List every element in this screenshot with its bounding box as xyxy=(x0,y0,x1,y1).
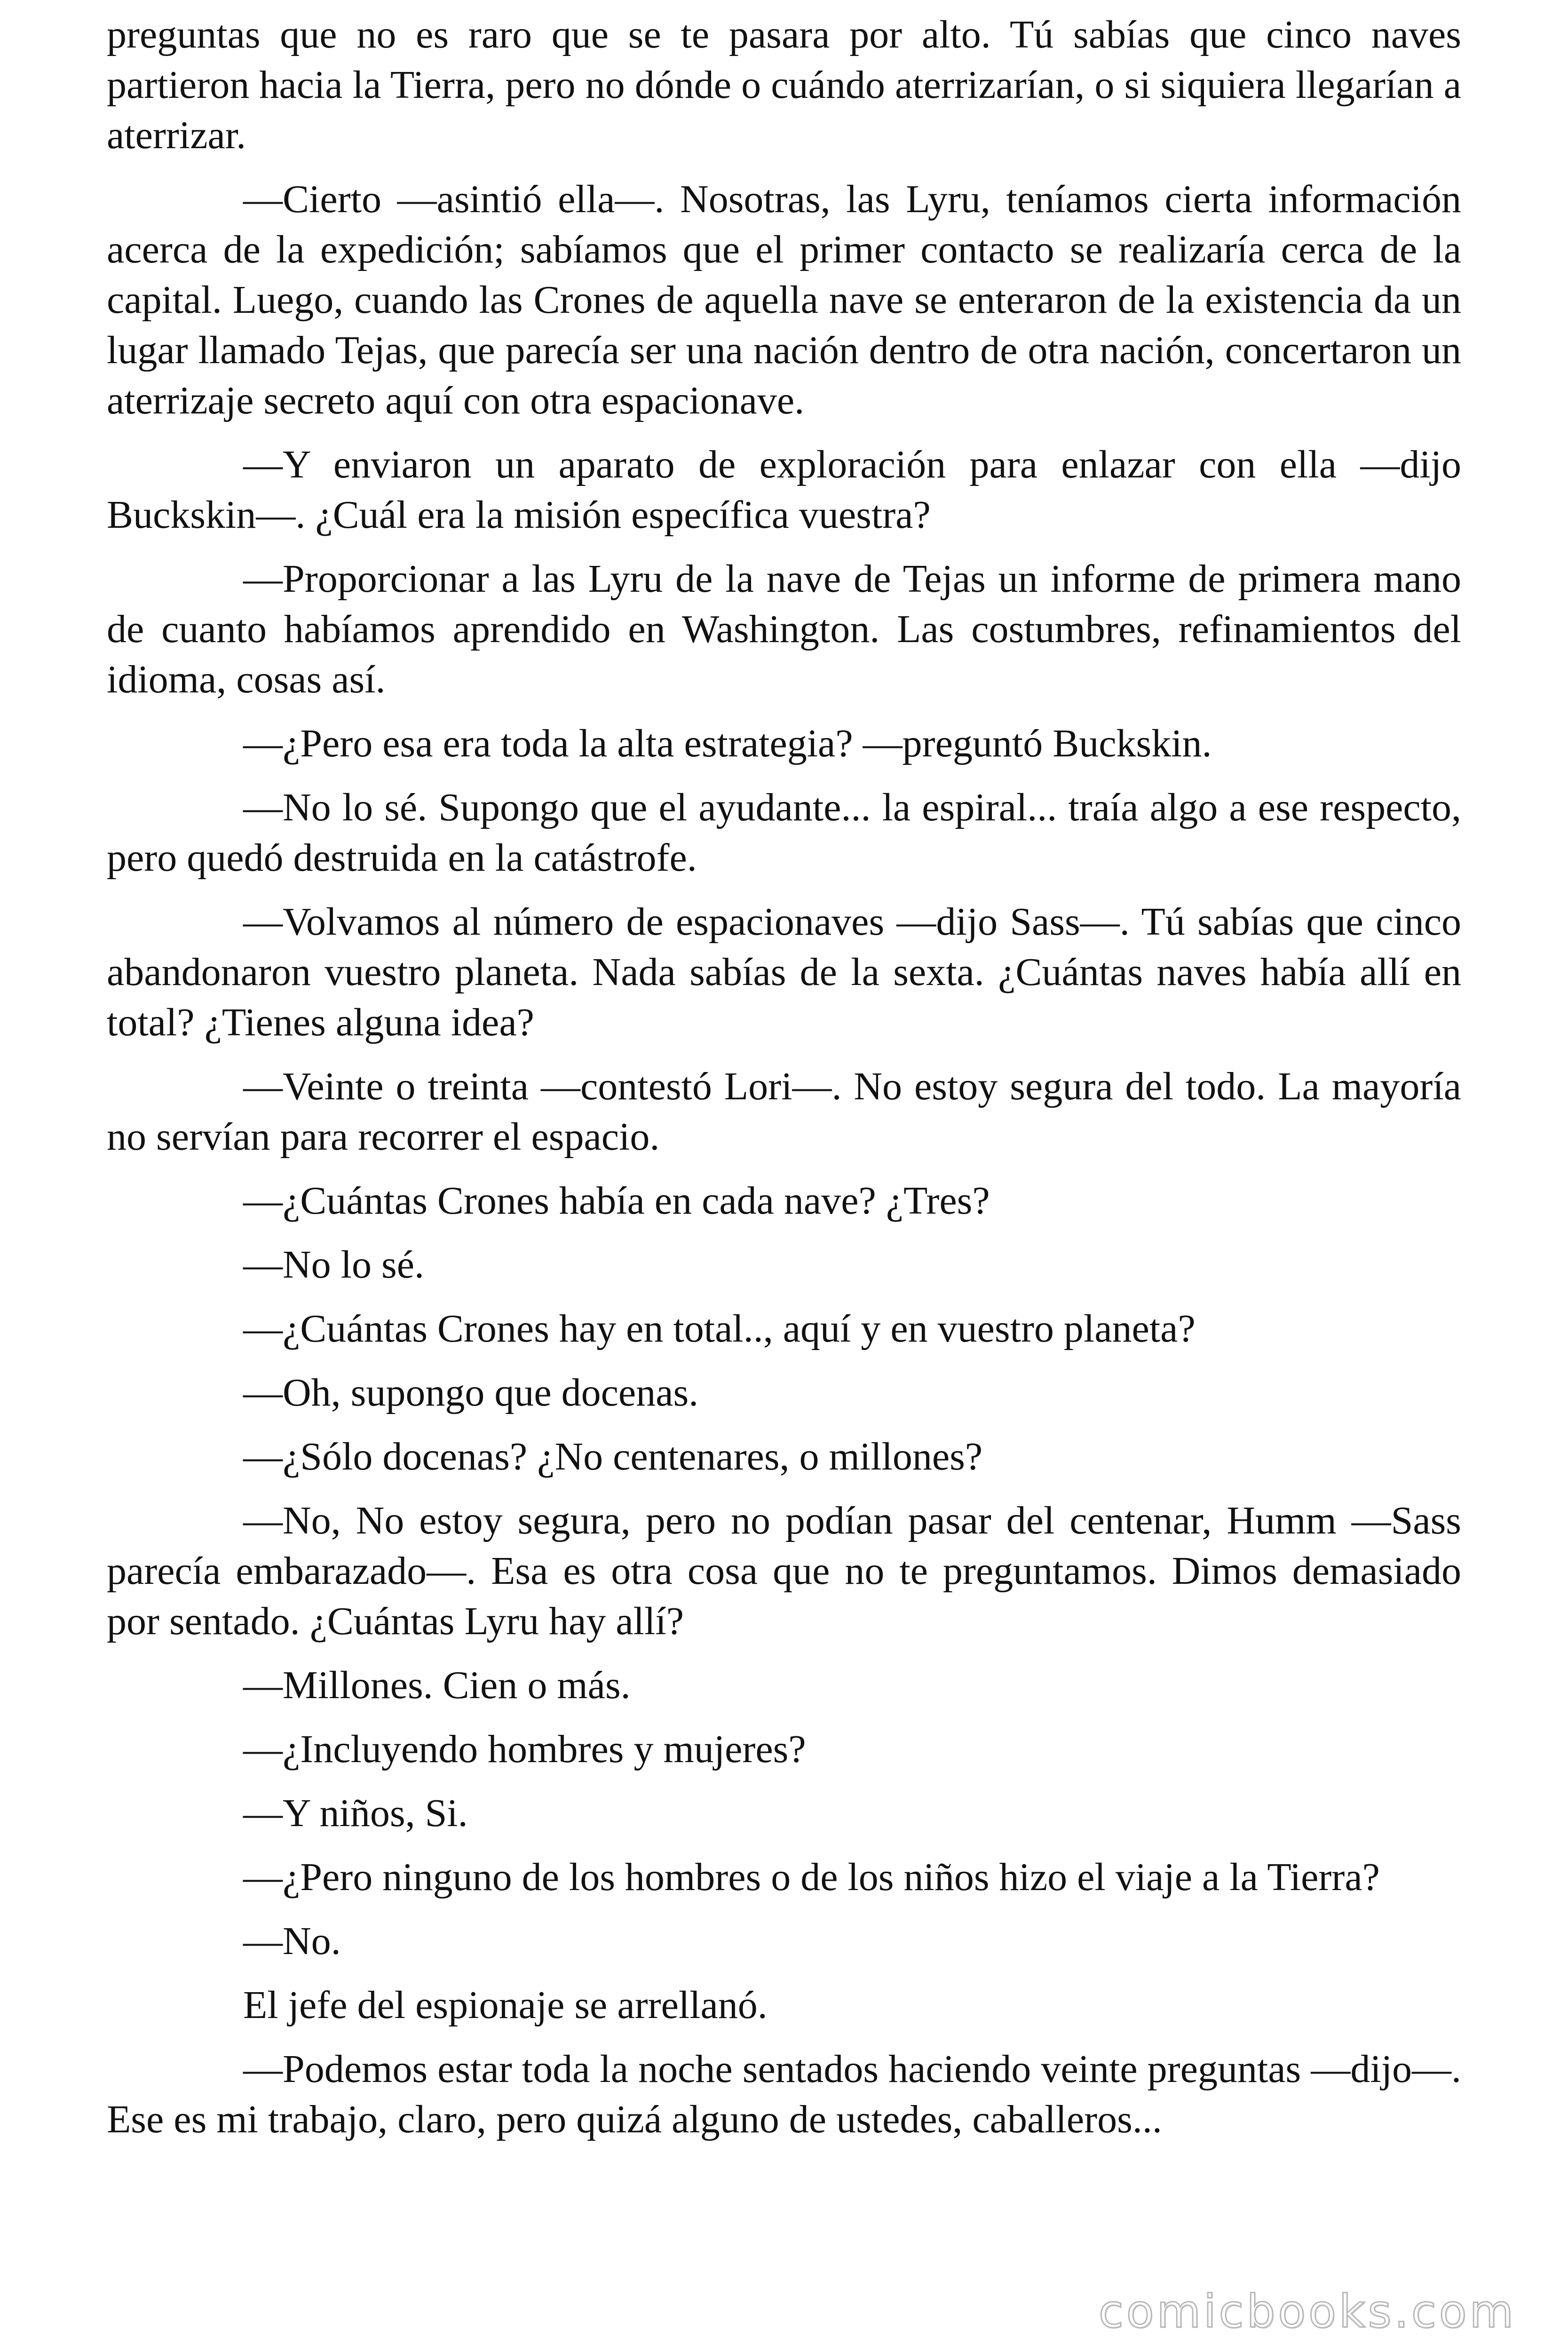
paragraph: —¿Cuántas Crones hay en total.., aquí y en vuestro planeta? xyxy=(243,1307,1196,1351)
watermark: comicbooks.com xyxy=(1098,2285,1516,2338)
paragraph: —Cierto —asintió ella—. Nosotras, las Lyru, teníamos cierta información acerca de la expedición; sabíamos que el primer contacto se realizaría cerca de la capital. Luego, cuando las Crones de aquella nave se enteraron de la existencia da un lugar llamado Tejas, que parecía ser una nación dentro de otra nación, concertaron un aterrizaje secreto aquí con otra espacionave. xyxy=(107,177,1461,422)
paragraph: —Millones. Cien o más. xyxy=(243,1663,631,1707)
paragraph: —Oh, supongo que docenas. xyxy=(243,1371,699,1414)
paragraph: —Y niños, Si. xyxy=(243,1791,468,1835)
paragraph: —¿Incluyendo hombres y mujeres? xyxy=(243,1727,806,1771)
paragraph: —No lo sé. Supongo que el ayudante... la espiral... traía algo a ese respecto, pero quedó destruida en la catástrofe. xyxy=(107,786,1461,880)
page-text xyxy=(107,9,1461,2158)
paragraph: —¿Pero esa era toda la alta estrategia? —preguntó Buckskin. xyxy=(243,722,1212,765)
paragraph: —No, No estoy segura, pero no podían pasar del centenar, Humm —Sass parecía embarazado—. Esa es otra cosa que no te preguntamos. Dimos demasiado por sentado. ¿Cuántas Lyru hay allí? xyxy=(107,1499,1461,1643)
paragraph: —No lo sé. xyxy=(243,1243,424,1287)
paragraph: —Proporcionar a las Lyru de la nave de Tejas un informe de primera mano de cuanto habíamos aprendido en Washington. Las costumbres, refinamientos del idioma, cosas así. xyxy=(107,557,1461,701)
paragraph: El jefe del espionaje se arrellanó. xyxy=(243,1983,768,2027)
paragraph: —¿Sólo docenas? ¿No centenares, o millones? xyxy=(243,1435,983,1478)
paragraph: —¿Cuántas Crones había en cada nave? ¿Tres? xyxy=(243,1179,990,1223)
paragraph: —¿Pero ninguno de los hombres o de los niños hizo el viaje a la Tierra? xyxy=(243,1855,1380,1899)
paragraph: —Y enviaron un aparato de exploración para enlazar con ella —dijo Buckskin—. ¿Cuál era la misión específica vuestra? xyxy=(107,443,1461,537)
paragraph: —Podemos estar toda la noche sentados haciendo veinte preguntas —dijo—. Ese es mi trabajo, claro, pero quizá alguno de ustedes, caballeros... xyxy=(107,2047,1461,2141)
paragraph: —No. xyxy=(243,1919,341,1963)
paragraph: —Veinte o treinta —contestó Lori—. No estoy segura del todo. La mayoría no servían para recorrer el espacio. xyxy=(107,1065,1461,1159)
paragraph: —Volvamos al número de espacionaves —dijo Sass—. Tú sabías que cinco abandonaron vuestro planeta. Nada sabías de la sexta. ¿Cuántas naves había allí en total? ¿Tienes alguna idea? xyxy=(107,900,1461,1044)
paragraph: preguntas que no es raro que se te pasara por alto. Tú sabías que cinco naves partieron hacia la Tierra, pero no dónde o cuándo aterrizarían, o si siquiera llegarían a aterrizar. xyxy=(107,13,1461,157)
